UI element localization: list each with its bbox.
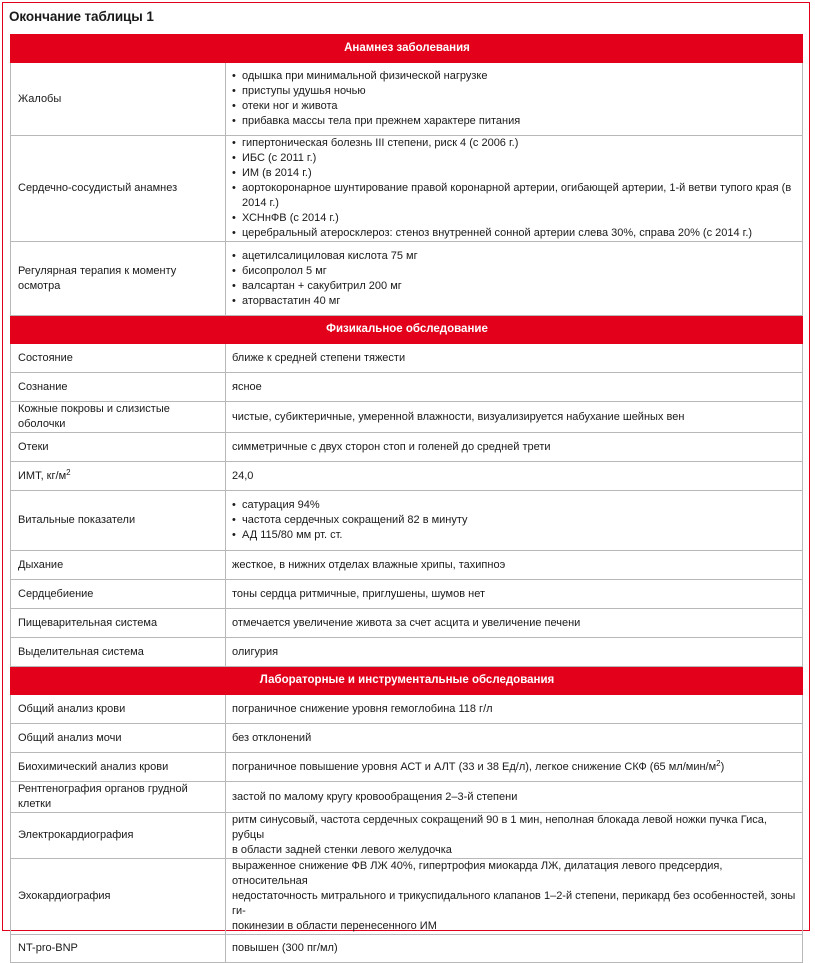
list-item: • валсартан + сакубитрил 200 мг	[232, 279, 797, 294]
row-label: Электрокардиография	[11, 813, 226, 859]
text-line: ритм синусовый, частота сердечных сокращений 90 в 1 мин, неполная блокада левой ножки пучка Гиса, рубцы	[232, 814, 767, 841]
row-value	[226, 491, 803, 551]
bullet-list	[232, 136, 797, 241]
row-label: Кожные покровы и слизистые оболочки	[11, 402, 226, 433]
row-value: чистые, субиктеричные, умеренной влажности, визуализируется набухание шейных вен	[226, 402, 803, 433]
table-row	[11, 782, 803, 813]
row-label: Эхокардиография	[11, 859, 226, 935]
text-line: в области задней стенки левого желудочка	[232, 844, 452, 856]
list-item: • бисопролол 5 мг	[232, 264, 797, 279]
section-header-physical	[11, 316, 803, 344]
row-label: NT-pro-BNP	[11, 935, 226, 963]
row-label: Витальные показатели	[11, 491, 226, 551]
table-row	[11, 638, 803, 667]
row-label: Биохимический анализ крови	[11, 753, 226, 782]
superscript: 2	[716, 758, 721, 768]
row-value: олигурия	[226, 638, 803, 667]
row-value: ближе к средней степени тяжести	[226, 344, 803, 373]
table-row	[11, 462, 803, 491]
table-row	[11, 551, 803, 580]
list-item: • церебральный атеросклероз: стеноз внутренней сонной артерии слева 30%, справа 20% (с 2014 г.)	[232, 226, 797, 241]
table-row	[11, 609, 803, 638]
row-label: Общий анализ мочи	[11, 724, 226, 753]
superscript: 2	[66, 467, 71, 477]
text-line: покинезии в области перенесенного ИМ	[232, 920, 437, 932]
row-label: Пищеварительная система	[11, 609, 226, 638]
table-title: Окончание таблицы 1	[9, 9, 154, 24]
list-item: • сатурация 94%	[232, 498, 797, 513]
bmi-label-text: ИМТ, кг/м	[18, 469, 67, 482]
section-title: Физикальное обследование	[11, 316, 803, 344]
row-value: 24,0	[226, 462, 803, 491]
table-row	[11, 63, 803, 136]
row-value	[226, 136, 803, 242]
table-row	[11, 242, 803, 316]
table-row	[11, 580, 803, 609]
bullet-list	[232, 498, 797, 543]
row-label	[11, 462, 226, 491]
row-label: Отеки	[11, 433, 226, 462]
list-item: • ацетилсалициловая кислота 75 мг	[232, 249, 797, 264]
section-header-lab	[11, 667, 803, 695]
list-item: • ХСНнФВ (с 2014 г.)	[232, 211, 797, 226]
list-item: • ИМ (в 2014 г.)	[232, 166, 797, 181]
row-value: тоны сердца ритмичные, приглушены, шумов нет	[226, 580, 803, 609]
row-value: пограничное снижение уровня гемоглобина 118 г/л	[226, 695, 803, 724]
row-value	[226, 859, 803, 935]
list-item: • ИБС (с 2011 г.)	[232, 151, 797, 166]
section-header-anamnesis	[11, 35, 803, 63]
biochem-text: пограничное повышение уровня АСТ и АЛТ (33 и 38 Ед/л), легкое снижение СКФ (65 мл/мин/м	[232, 760, 717, 773]
list-item: • одышка при минимальной физической нагрузке	[232, 69, 797, 84]
row-value: ясное	[226, 373, 803, 402]
table-row	[11, 724, 803, 753]
row-label: Рентгенография органов грудной клетки	[11, 782, 226, 813]
clinical-table	[10, 34, 803, 963]
row-value	[226, 242, 803, 316]
table-row	[11, 433, 803, 462]
table-row	[11, 491, 803, 551]
row-label: Жалобы	[11, 63, 226, 136]
row-label: Выделительная система	[11, 638, 226, 667]
biochem-text-end: )	[720, 760, 725, 773]
table-row	[11, 859, 803, 935]
table-row	[11, 373, 803, 402]
row-value	[226, 63, 803, 136]
row-label: Дыхание	[11, 551, 226, 580]
table-row	[11, 136, 803, 242]
section-title: Лабораторные и инструментальные обследования	[11, 667, 803, 695]
row-value: отмечается увеличение живота за счет асцита и увеличение печени	[226, 609, 803, 638]
row-label: Сознание	[11, 373, 226, 402]
list-item: • отеки ног и живота	[232, 99, 797, 114]
table-row	[11, 402, 803, 433]
list-item: • приступы удушья ночью	[232, 84, 797, 99]
row-value: без отклонений	[226, 724, 803, 753]
list-item: • частота сердечных сокращений 82 в минуту	[232, 513, 797, 528]
list-item: • гипертоническая болезнь III степени, риск 4 (с 2006 г.)	[232, 136, 797, 151]
bullet-list	[232, 249, 797, 309]
row-value	[226, 813, 803, 859]
row-label: Сердечно-сосудистый анамнез	[11, 136, 226, 242]
row-value	[226, 753, 803, 782]
row-label: Состояние	[11, 344, 226, 373]
table-row	[11, 935, 803, 963]
table-row	[11, 695, 803, 724]
row-value: жесткое, в нижних отделах влажные хрипы, тахипноэ	[226, 551, 803, 580]
list-item: • АД 115/80 мм рт. ст.	[232, 528, 797, 543]
row-label: Общий анализ крови	[11, 695, 226, 724]
row-value: застой по малому кругу кровообращения 2–3-й степени	[226, 782, 803, 813]
text-line: выраженное снижение ФВ ЛЖ 40%, гипертрофия миокарда ЛЖ, дилатация левого предсердия, относительная	[232, 860, 723, 887]
row-value: повышен (300 пг/мл)	[226, 935, 803, 963]
section-title: Анамнез заболевания	[11, 35, 803, 63]
table-row	[11, 813, 803, 859]
row-label: Сердцебиение	[11, 580, 226, 609]
table-row	[11, 753, 803, 782]
row-label: Регулярная терапия к моменту осмотра	[11, 242, 226, 316]
list-item: • аортокоронарное шунтирование правой коронарной артерии, огибающей артерии, 1-й ветви тупого края (в 2014 г.)	[232, 181, 797, 211]
list-item: • прибавка массы тела при прежнем характере питания	[232, 114, 797, 129]
list-item: • аторвастатин 40 мг	[232, 294, 797, 309]
row-value: симметричные с двух сторон стоп и голеней до средней трети	[226, 433, 803, 462]
text-line: недостаточность митрального и трикуспидального клапанов 1–2-й степени, перикард без особенностей, зоны ги-	[232, 890, 796, 917]
table-row	[11, 344, 803, 373]
bullet-list	[232, 69, 797, 129]
